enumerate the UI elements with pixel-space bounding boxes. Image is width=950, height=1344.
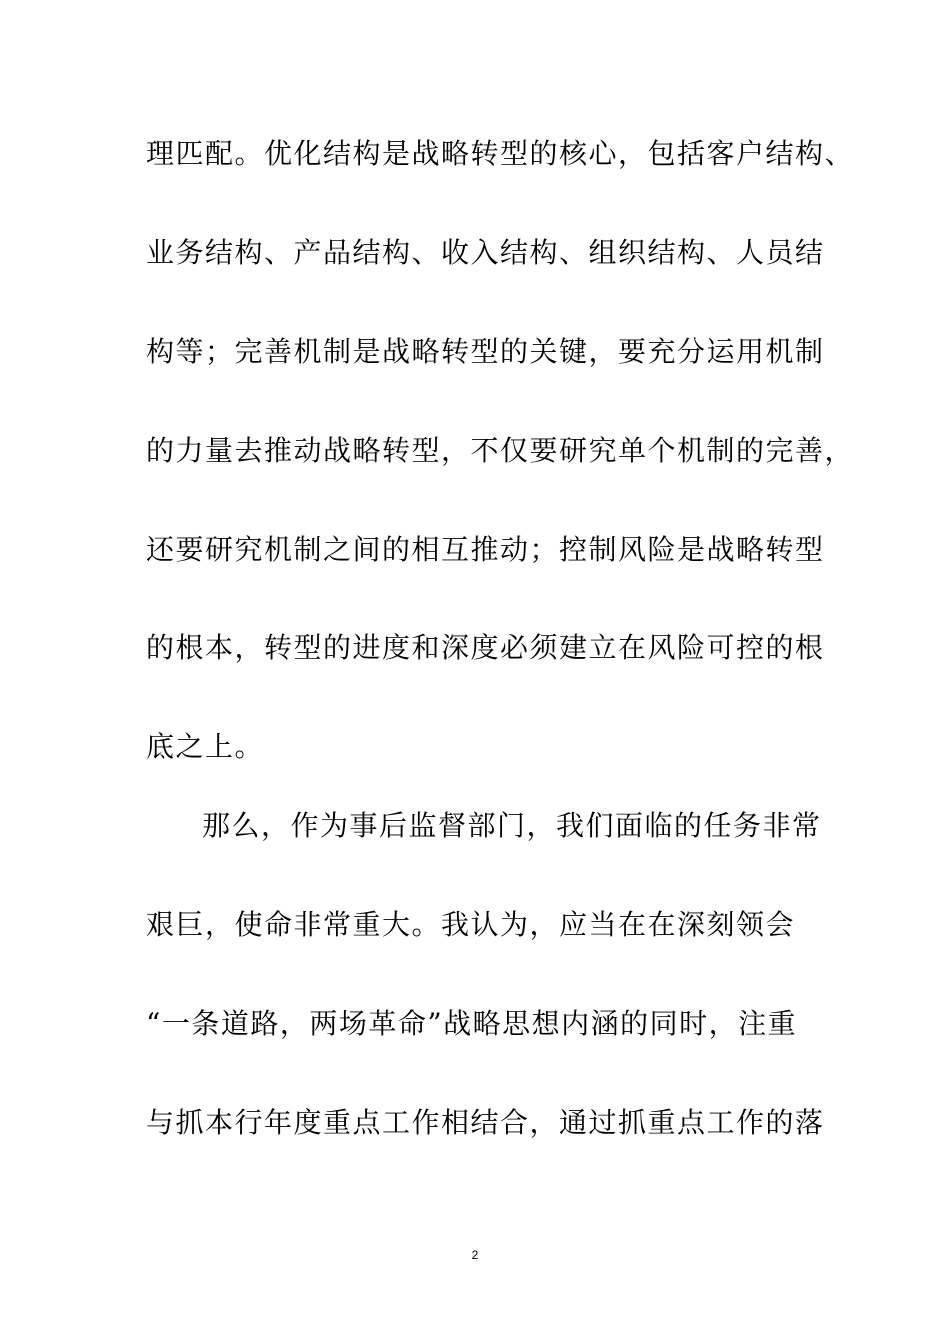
page-number: 2 [471, 1248, 479, 1262]
text-line-5: 还要研究机制之间的相互推动；控制风险是战略转型 [146, 533, 825, 566]
text-line-10: “一条道路，两场革命”战略思想内涵的同时，注重 [146, 1007, 798, 1040]
text-line-9: 艰巨，使命非常重大。我认为，应当在在深刻领会 [146, 908, 796, 941]
text-line-11: 与抓本行年度重点工作相结合，通过抓重点工作的落 [146, 1106, 825, 1139]
text-line-7: 底之上。 [146, 730, 265, 763]
text-line-1: 理匹配。优化结构是战略转型的核心，包括客户结构、 [146, 137, 855, 170]
text-line-8: 那么，作为事后监督部门，我们面临的任务非常 [202, 809, 822, 842]
text-line-4: 的力量去推动战略转型，不仅要研究单个机制的完善， [146, 434, 855, 467]
text-line-6: 的根本，转型的进度和深度必须建立在风险可控的根 [146, 631, 825, 664]
text-line-2: 业务结构、产品结构、收入结构、组织结构、人员结 [146, 236, 825, 269]
text-line-3: 构等；完善机制是战略转型的关键，要充分运用机制 [146, 335, 825, 368]
